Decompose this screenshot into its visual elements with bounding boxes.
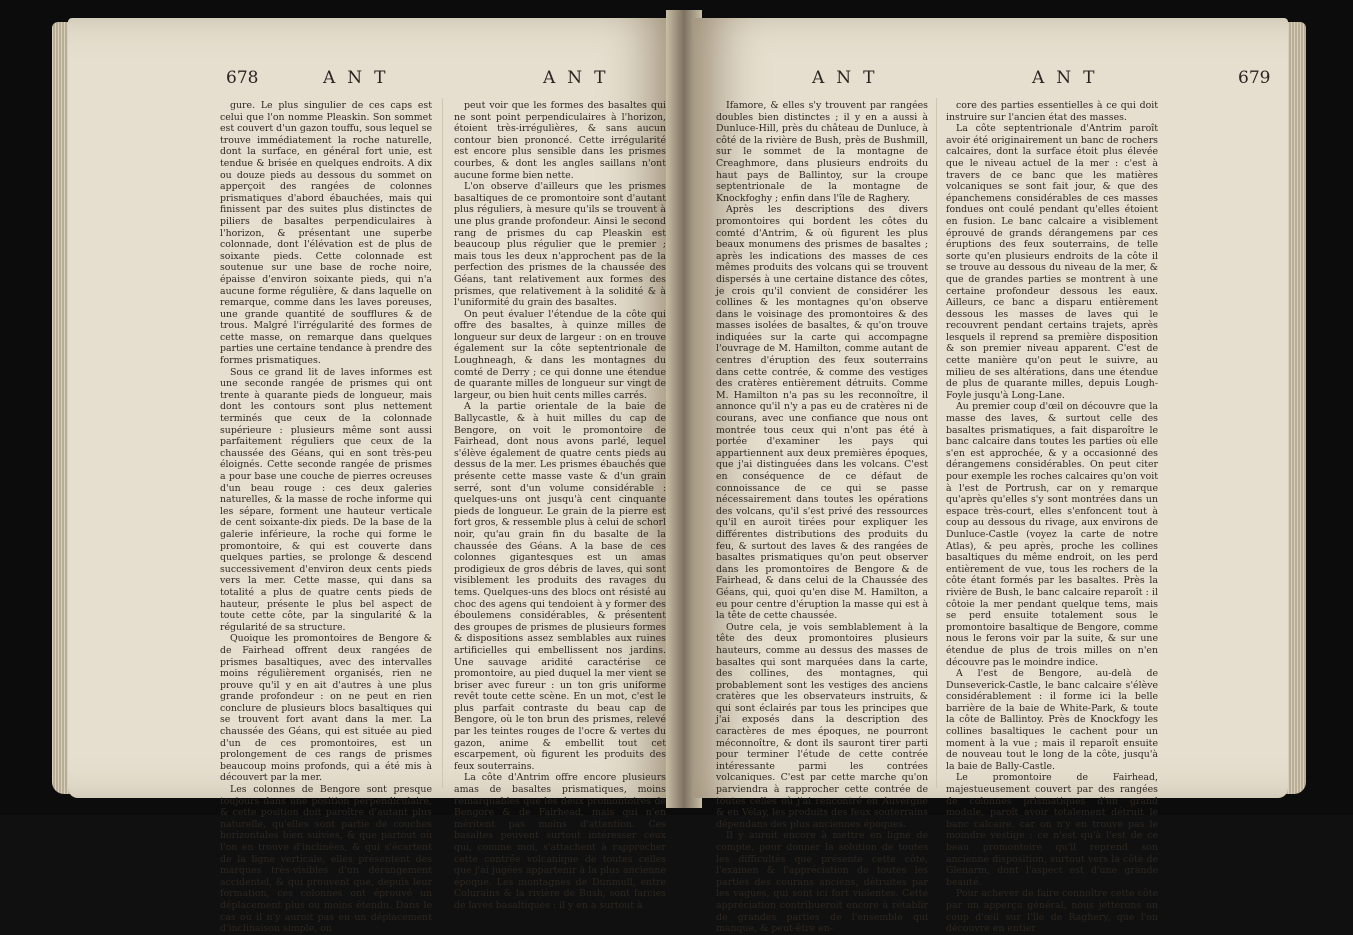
paragraph: Quoique les promontoires de Bengore & de Fairhead offrent deux rangées de prismes basaltiques, avec des intervalles moins régulièrement organisés, rien ne prouve qu'il y en ait d'autres à une plus grande profondeur : on ne peut en rien conclure de plusieurs blocs basaltiques qui se trouvent fort avant dans la mer. La chaussée des Géans, qui est située au pied d'un de ces promontoires, est un prolongement de ces rangs de prismes beaucoup moins profonds, qui a été mis à découvert par la mer. (220, 633, 432, 784)
paragraph: Ifamore, & elles s'y trouvent par rangées doubles bien distinctes ; il y en a aussi à Dunluce-Hill, près du château de Dunluce, à côté de la rivière de Bush, près de Bushmill, sur le sommet de la montagne de Creaghmore, dans plusieurs endroits du haut pays de Ballintoy, sur la croupe septentrionale de la montagne de Knockfoghy ; enfin dans l'île de Raghery. (716, 100, 928, 204)
paragraph: A l'est de Bengore, au-delà de Dunseverick-Castle, le banc calcaire s'élève considérablement : il forme ici la belle barrière de la baie de White-Park, & toute la côte de Ballintoy. Près de Knockfogy les collines basaltiques le cachent pour un moment à la vue ; mais il reparoît ensuite de nouveau tout le long de la côte, jusqu'à la baie de Bally-Castle. (946, 668, 1158, 772)
right-page-header (694, 68, 1288, 98)
paragraph: gure. Le plus singulier de ces caps est celui que l'on nomme Pleaskin. Son sommet est couvert d'un gazon touffu, sous lequel se trouve immédiatement la roche naturelle, dont la surface, en général fort unie, est tendue & brisée en quelques endroits. A dix ou douze pieds au dessous du sommet on apperçoit des rangées de colonnes prismatiques d'abord ébauchées, mais qui finissent par des suites plus distinctes de piliers de basaltes perpendiculaires à l'horizon, & présentant une superbe colonnade, dont l'élévation est de plus de soixante pieds. Cette colonnade est soutenue sur une base de roche noire, épaisse d'environ soixante pieds, qui n'a aucune forme régulière, & dans laquelle on remarque, comme dans les laves poreuses, une grande quantité de soufflures & de trous. Malgré l'irrégularité des formes de cette masse, on remarque dans quelques parties une certaine tendance à prendre des formes prismatiques. (220, 100, 432, 367)
column-divider (442, 98, 443, 788)
paragraph: peut voir que les formes des basaltes qui ne sont point perpendiculaires à l'horizon, étoient très-irrégulières, & sans aucun contour bien prononcé. Cette irrégularité est encore plus sensible dans les prismes courbes, & dont les angles saillans n'ont aucune forme bien nette. (454, 100, 666, 181)
running-head: ANT (323, 68, 398, 88)
running-head: ANT (543, 68, 618, 88)
paragraph: Pour achever de faire connoître cette côte par un apperçu général, nous jetterons un coup d'œil sur l'île de Raghery, que l'on découvre en entier (946, 888, 1158, 935)
left-page (68, 18, 674, 935)
page-number: 679 (1238, 68, 1271, 88)
paragraph: Au premier coup d'œil on découvre que la masse des laves, & surtout celle des basaltes prismatiques, a fait disparoître le banc calcaire dans toutes les parties où elle s'en est approchée, & y a occasionné des dérangemens considérables. On peut citer pour exemple les roches calcaires qu'on voit à l'est de Portrush, car on y remarque qu'après qu'elles s'y sont montrées dans un espace très-court, elles s'enfoncent tout à coup au dessous du rivage, aux environs de Dunluce-Castle (voyez la carte de notre Atlas), & peu après, proche les collines basaltiques du même endroit, on les perd entièrement de vue, tous les rochers de la côte étant formés par les basaltes. Près la rivière de Bush, le banc calcaire reparoît : il côtoie la mer pendant quelque tems, mais se perd ensuite totalement sous le promontoire basaltique de Bengore, comme nous le ferons voir par la suite, & sur une étendue de plus de trois milles on n'en découvre pas le moindre indice. (946, 401, 1158, 668)
column-divider (936, 98, 937, 788)
paragraph: A la partie orientale de la baie de Ballycastle, & à huit milles du cap de Bengore, on voit le promontoire de Fairhead, dont nous avons parlé, lequel s'élève également de quatre cents pieds au dessus de la mer. Les prismes ébauchés que présente cette masse vaste & d'un grain serré, sont d'un volume considérable : quelques-uns ont jusqu'à cent cinquante pieds de longueur. Le grain de la pierre est fort gros, & ressemble plus à celui de schorl noir, qu'au grain fin du basalte de la chaussée des Géans. A la base de ces colonnes gigantesques est un amas prodigieux de gros débris de laves, qui sont visiblement les produits des ravages du tems. Quelques-uns des blocs ont résisté au choc des agens qui tendoient à y former des éboulemens considérables, & présentent des groupes de prismes de plusieurs formes & dispositions assez semblables aux ruines artificielles qui embellissent nos jardins. Une sauvage aridité caractérise ce promontoire, au pied duquel la mer vient se briser avec fureur : un ton gris uniforme revêt toute cette scène. En un mot, c'est le plus parfait contraste du beau cap de Bengore, où le ton brun des prismes, relevé par les teintes rouges de l'ocre & vertes du gazon, anime & embellit tout cet escarpement, où figurent les produits des feux souterrains. (454, 401, 666, 772)
paragraph: Les colonnes de Bengore sont presque toujours dans une position perpendiculaire, & cette position doit paroître d'autant plus naturelle, qu'elles sont partie de couches horizontales bien suivies, & que partout où l'on en trouve d'inclinées, & qui s'écartent de la ligne verticale, elles présentent des marques très-visibles d'un dérangement accidentel, & qui prouvent que, depuis leur formation, ces colonnes ont éprouvé un déplacement plus ou moins étendu. Dans le cas où il n'y auroit pas eu un déplacement d'inclinaison simple, on (220, 784, 432, 935)
paragraph: L'on observe d'ailleurs que les prismes basaltiques de ce promontoire sont d'autant plus réguliers, à mesure qu'ils se trouvent à une plus grande profondeur. Ainsi le second rang de prismes du cap Pleaskin est beaucoup plus régulier que le premier ; mais tous les deux n'approchent pas de la perfection des prismes de la chaussée des Géans, tant relativement aux formes des prismes, que relativement à la solidité & à l'uniformité du grain des basaltes. (454, 181, 666, 309)
running-head: ANT (1032, 68, 1107, 88)
right-column-2 (946, 100, 1158, 935)
paragraph: Après les descriptions des divers promontoires qui bordent les côtes du comté d'Antrim, & où figurent les plus beaux monumens des prismes de basaltes ; après les indications des masses de ces mêmes produits des volcans qui se trouvent dispersés à une certaine distance des côtes, je crois qu'il convient de considérer les collines & les montagnes qu'on observe dans le voisinage des promontoires & des masses isolées de basaltes, & qu'on trouve indiquées sur la carte qui accompagne l'ouvrage de M. Hamilton, comme autant de centres d'éruption des feux souterrains dans cette contrée, & comme des vestiges des cratères entièrement détruits. Comme M. Hamilton n'a pas su les reconnoître, il annonce qu'il n'y a pas eu de cratères ni de courans, avec une confiance que nous ont montrée tous ceux qui n'ont pas été à portée d'examiner les pays qui appartiennent aux deux premières époques, que j'ai distinguées dans les volcans. C'est en conséquence de ce défaut de connoissance de ce qui se passe nécessairement dans toutes les opérations des volcans, qu'il s'est privé des ressources qu'il en auroit tirées pour expliquer les différentes distributions des produits du feu, & surtout des laves & des rangées de basaltes prismatiques qu'on peut observer dans les promontoires de Bengore & de Fairhead, & dans celui de la Chaussée des Géans, qui, quoi qu'en dise M. Hamilton, a eu pour centre d'éruption la masse qui est à la tête de cette chaussée. (716, 204, 928, 622)
right-column-1 (716, 100, 928, 935)
left-column-2 (454, 100, 666, 911)
right-page (694, 18, 1288, 935)
running-head: ANT (812, 68, 887, 88)
paragraph: Le promontoire de Fairhead, majestueusement couvert par des rangées de colonnes prismatiques d'un grand module, paroît avoir totalement détruit le banc calcaire, car on n'y en trouve pas le moindre vestige : ce n'est qu'à l'est de ce beau promontoire qu'il reprend son ancienne disposition, surtout vers la côte de Glenarm, dont l'aspect est d'une grande beauté. (946, 772, 1158, 888)
paragraph: core des parties essentielles à ce qui doit instruire sur l'ancien état des masses. (946, 100, 1158, 123)
left-page-header (68, 68, 674, 98)
paragraph: Outre cela, je vois semblablement à la tête des deux promontoires plusieurs hauteurs, comme au dessus des masses de basaltes qui sont marquées dans la carte, des collines, des montagnes, qui probablement sont les vestiges des anciens cratères que les observateurs instruits, & qui sont éclairés par tous les principes que j'ai exposés dans la description des caractères de mes époques, ne pourront méconnoître, & dont ils sauront tirer parti pour terminer l'étude de cette contrée intéressante parmi les contrées volcaniques. C'est par cette marche qu'on parviendra à rapprocher cette contrée de toutes celles où j'ai rencontré en Auvergne & en Vélay, les produits des feux souterrains dépendans des plus anciennes époques. (716, 621, 928, 830)
paragraph: La côte septentrionale d'Antrim paroît avoir été originairement un banc de rochers calcaires, dont la surface étoit plus élevée que le niveau actuel de la mer : c'est à travers de ce banc que les matières volcaniques se sont fait jour, & que des épanchemens considérables de ces masses fondues ont coulé pendant qu'elles étoient en fusion. Le banc calcaire a visiblement éprouvé de grands dérangemens par ces éruptions des feux souterrains, de telle sorte qu'en plusieurs endroits de la côte il se trouve au dessous du niveau de la mer, & que de grandes parties se montrent à une certaine profondeur dessous les eaux. Ailleurs, ce banc a disparu entièrement dessous les masses de laves qui le recouvrent pendant certains trajets, après lesquels il reprend sa première disposition & son premier niveau apparent. C'est de cette manière qu'on peut le suivre, au milieu de ses altérations, dans une étendue de plus de quarante milles, depuis Lough-Foyle jusqu'à Long-Lane. (946, 123, 1158, 401)
paragraph: On peut évaluer l'étendue de la côte qui offre des basaltes, à quinze milles de longueur sur deux de largeur : on en trouve également sur la côte septentrionale de Loughneagh, & dans les montagnes du comté de Derry ; ce qui donne une étendue de quarante milles de longueur sur vingt de largeur, ou bien huit cents milles carrés. (454, 308, 666, 401)
paragraph: Sous ce grand lit de laves informes est une seconde rangée de prismes qui ont trente à quarante pieds de longueur, mais dont les contours sont plus nettement terminés que ceux de la colonnade supérieure : plusieurs même sont aussi parfaitement réguliers que ceux de la chaussée des Géans, qui en sont très-peu éloignés. Cette seconde rangée de prismes a pour base une couche de pierres ocreuses d'un beau rouge : ces deux galeries naturelles, & la masse de roche informe qui les sépare, forment une hauteur verticale de cent soixante-dix pieds. De la base de la galerie inférieure, la roche qui forme le promontoire, & qui est couverte dans quelques parties, se prolonge & descend successivement d'environ deux cents pieds vers la mer. Cette masse, qui dans sa totalité a plus de quatre cents pieds de hauteur, présente le plus bel aspect de toute cette côte, par la singularité & la régularité de sa structure. (220, 366, 432, 633)
page-number: 678 (226, 68, 259, 88)
left-column-1 (220, 100, 432, 935)
paragraph: Il y auroit encore à mettre en ligne de compte, pour donner la solution de toutes les difficultés que présente cette côte, l'examen & l'appréciation de toutes les parties des courans anciens, détruites par les vagues, qui sont ici fort violentes. Cette appréciation contribueroit encore à rétablir de grandes parties de l'ensemble qui manque, & peut-être en- (716, 830, 928, 935)
paragraph: La côte d'Antrim offre encore plusieurs amas de basaltes prismatiques, moins remarquables que les deux promontoires de Bengore & de Fairhead, mais qui n'en méritent pas moins d'attention. Ces basaltes peuvent surtout intéresser ceux qui, comme moi, s'attachent à rapprocher cette contrée volcanique de toutes celles que j'ai jugées appartenir à la plus ancienne époque. Les montagnes de Dunmull, entre Colurains & la rivière de Bush, sont farcies de laves basaltiques : il y en a surtout à (454, 772, 666, 911)
